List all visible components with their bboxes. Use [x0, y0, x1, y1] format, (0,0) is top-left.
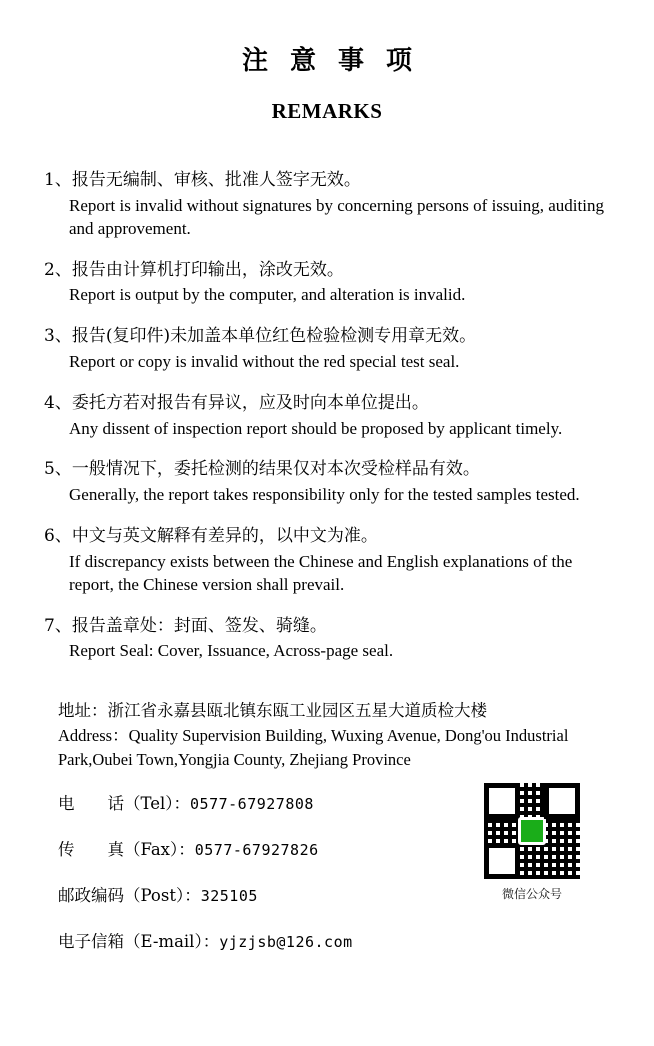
- contact-block: [40, 699, 614, 952]
- list-item: [44, 391, 614, 441]
- list-item: [44, 324, 614, 374]
- remark-english: Report Seal: Cover, Issuance, Across-page seal.: [69, 641, 394, 661]
- page-title-chinese: 注意事项: [241, 46, 434, 76]
- remark-chinese: 2、报告由计算机打印输出，涂改无效。: [44, 259, 344, 280]
- fax-row: [58, 836, 458, 860]
- list-item: [44, 258, 614, 308]
- list-item: [44, 168, 614, 241]
- email-label: 电子信箱（E-mail）：: [58, 931, 220, 951]
- remark-english: Report is output by the computer, and alteration is invalid.: [69, 285, 466, 305]
- remark-english: Any dissent of inspection report should be proposed by applicant timely.: [69, 418, 563, 438]
- remark-chinese: 5、一般情况下，委托检测的结果仅对本次受检样品有效。: [44, 459, 480, 480]
- postcode-label: 邮政编码（Post）：: [58, 885, 201, 905]
- remark-chinese: 6、中文与英文解释有差异的，以中文为准。: [44, 526, 378, 547]
- list-item: [44, 457, 614, 507]
- remarks-list: [40, 168, 614, 663]
- fax-value: 0577-67927826: [194, 840, 319, 859]
- contact-rows: [58, 790, 458, 952]
- address-chinese: 地址：浙江省永嘉县瓯北镇东瓯工业园区五星大道质检大楼: [58, 701, 487, 721]
- fax-label: 传 真（Fax）：: [58, 839, 195, 859]
- remark-english: Report is invalid without signatures by concerning persons of issuing, auditing and approvement.: [69, 195, 604, 238]
- qr-code-icon[interactable]: [484, 783, 580, 879]
- remarks-page: [0, 46, 654, 1046]
- remark-english: If discrepancy exists between the Chinese and English explanations of the report, the Chinese version shall prevail.: [69, 551, 573, 594]
- qr-code-block: [480, 783, 584, 902]
- qr-logo-icon: [518, 817, 546, 845]
- remark-english: Report or copy is invalid without the red special test seal.: [69, 351, 460, 371]
- telephone-value: 0577-67927808: [190, 794, 314, 813]
- remark-chinese: 4、委托方若对报告有异议，应及时向本单位提出。: [44, 392, 429, 413]
- remark-english: Generally, the report takes responsibility only for the tested samples tested.: [69, 485, 580, 505]
- page-title-english: REMARKS: [271, 99, 383, 124]
- postcode-row: [58, 882, 458, 906]
- address-english: Address：Quality Supervision Building, Wuxing Avenue, Dong'ou Industrial Park,Oubei Town,Yongjia County, Zhejiang Province: [58, 725, 569, 769]
- email-value: yjzjsb@126.com: [219, 932, 353, 951]
- list-item: [44, 524, 614, 597]
- qr-finder-bottom-left: [484, 843, 520, 879]
- email-row: [58, 928, 458, 952]
- telephone-label: 电 话（Tel）：: [58, 793, 191, 813]
- remark-chinese: 1、报告无编制、审核、批准人签字无效。: [44, 170, 361, 191]
- telephone-row: [58, 790, 458, 814]
- list-item: [44, 614, 614, 664]
- remark-chinese: 7、报告盖章处：封面、签发、骑缝。: [44, 615, 327, 636]
- qr-caption: 微信公众号: [501, 887, 562, 902]
- postcode-value: 325105: [200, 886, 258, 905]
- remark-chinese: 3、报告(复印件)未加盖本单位红色检验检测专用章无效。: [44, 326, 477, 347]
